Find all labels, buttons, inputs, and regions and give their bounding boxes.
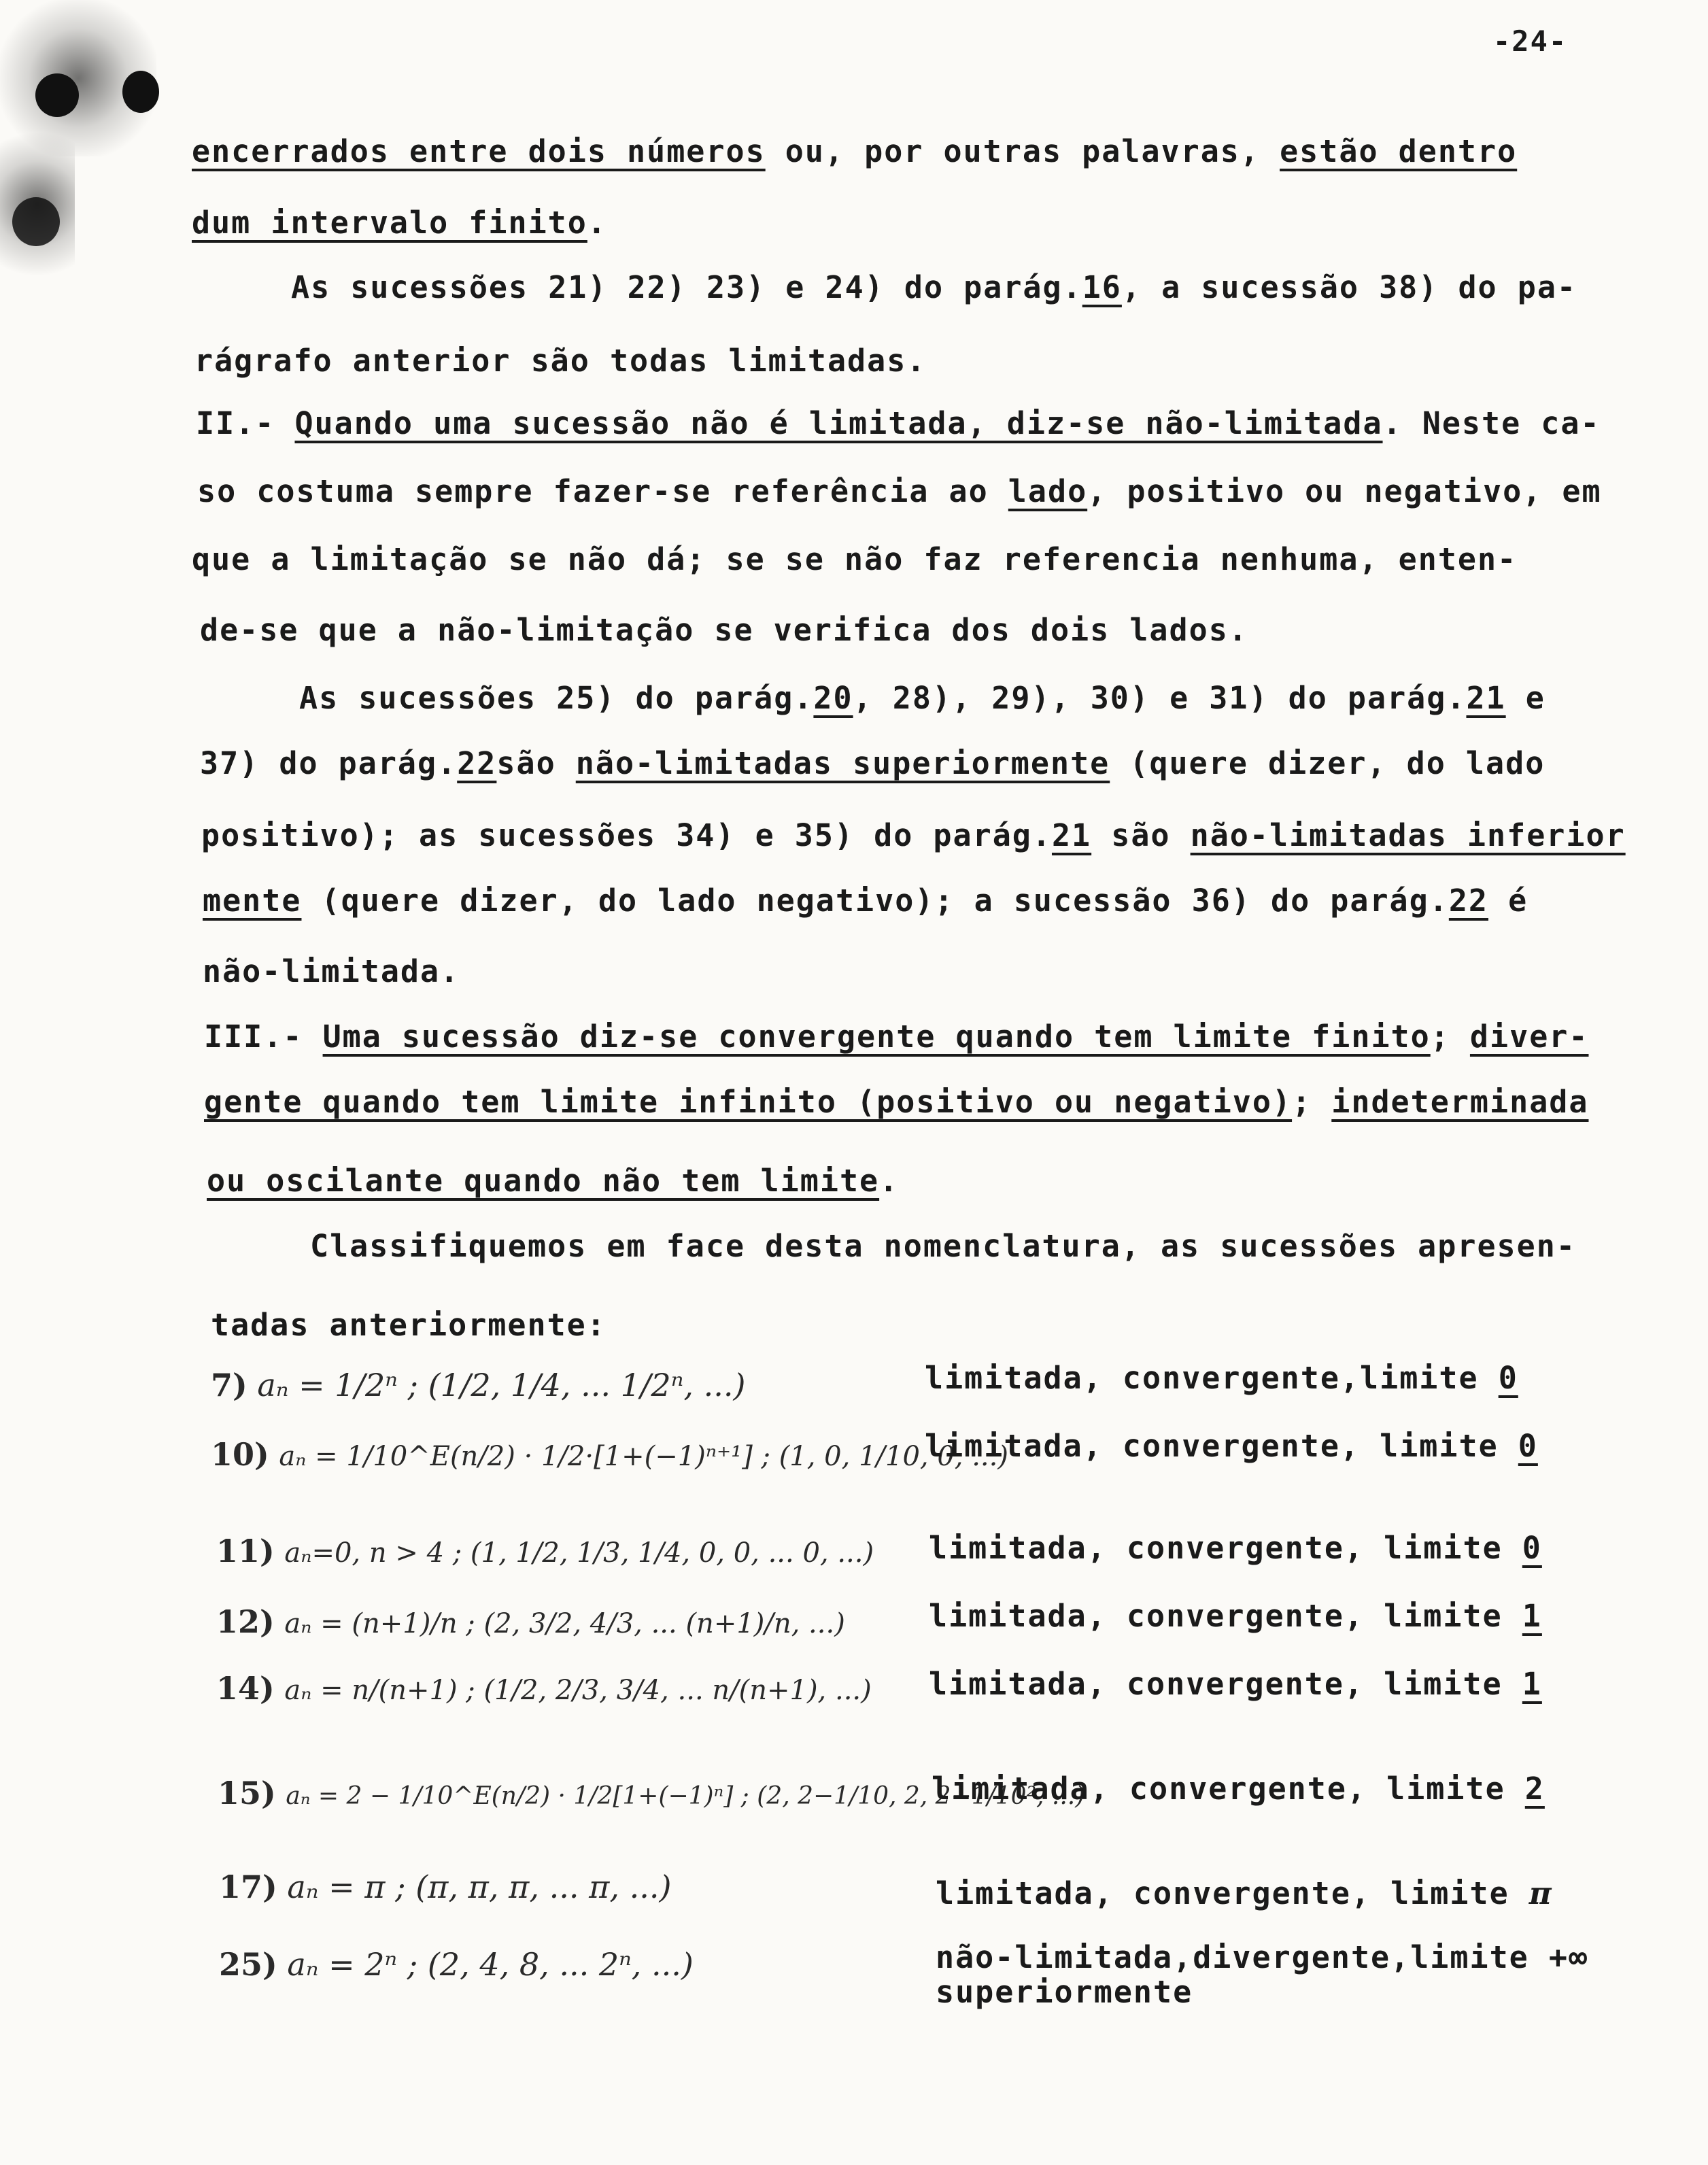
- segment: . Neste ca-: [1382, 405, 1601, 441]
- example-7-classification: [925, 1360, 1518, 1396]
- segment: encerrados entre dois números: [192, 133, 766, 169]
- segment: As sucessões 21) 22) 23) e 24) do parág.: [291, 269, 1082, 305]
- formula: aₙ = 2 − 1/10^E(n/2) · 1/2[1+(−1)ⁿ] ; (2, 2−1/10, 2, 2−1/10², ...): [286, 1782, 1085, 1810]
- text-line-16: [207, 1163, 900, 1199]
- example-number: 10): [211, 1436, 269, 1473]
- segment: que a limitação se não dá; se se não faz referencia nenhuma, enten-: [192, 541, 1518, 577]
- segment: e: [1505, 680, 1545, 716]
- segment: não-limitadas inferior: [1190, 817, 1626, 853]
- text-line-2: [192, 205, 607, 241]
- punch-hole-2: [122, 71, 159, 113]
- formula: aₙ = π ; (π, π, π, ... π, ...): [287, 1869, 672, 1905]
- text-line-17: [310, 1228, 1576, 1264]
- example-11-classification: [929, 1530, 1542, 1566]
- formula: aₙ = 1/10^E(n/2) · 1/2·[1+(−1)ⁿ⁺¹] ; (1, 0, 1/10, 0, ...): [279, 1441, 1008, 1472]
- segment: rágrafo anterior são todas limitadas.: [194, 343, 927, 379]
- text-line-12: [203, 883, 1528, 919]
- text-line-18: [211, 1307, 607, 1343]
- segment: II.-: [196, 405, 295, 441]
- example-10-classification: [925, 1428, 1538, 1464]
- text-line-14: [204, 1019, 1589, 1055]
- limit-value: 1: [1522, 1598, 1542, 1634]
- classification: limitada, convergente, limite: [929, 1666, 1522, 1702]
- segment: As sucessões 25) do parág.: [299, 680, 814, 716]
- segment: , positivo ou negativo, em: [1087, 473, 1602, 509]
- segment: não-limitadas superiormente: [575, 745, 1110, 781]
- limit-value: π: [1528, 1875, 1553, 1911]
- segment: so costuma sempre fazer-se referência ao: [197, 473, 1008, 509]
- text-line-11: [201, 817, 1626, 853]
- segment: Classifiquemos em face desta nomenclatura, as sucessões apresen-: [310, 1228, 1576, 1264]
- formula: aₙ=0, n > 4 ; (1, 1/2, 1/3, 1/4, 0, 0, ... 0, ...): [284, 1537, 874, 1569]
- segment: Quando uma sucessão não é limitada, diz-se não-limitada: [294, 405, 1383, 441]
- segment: 21: [1466, 680, 1506, 716]
- segment: .: [879, 1163, 900, 1199]
- example-12-formula: [216, 1603, 845, 1640]
- limit-value: 0: [1518, 1428, 1538, 1464]
- classification: não-limitada,divergente,limite: [936, 1939, 1549, 1975]
- example-number: 11): [216, 1533, 275, 1569]
- segment: , a sucessão 38) do pa-: [1121, 269, 1577, 305]
- page-number: -24-: [1493, 24, 1568, 58]
- segment: mente: [203, 883, 302, 919]
- example-12-classification: [929, 1598, 1542, 1634]
- text-line-3: [291, 269, 1577, 305]
- segment: , 28), 29), 30) e 31) do parág.: [853, 680, 1467, 716]
- segment: tadas anteriormente:: [211, 1307, 607, 1343]
- text-line-7: [192, 541, 1518, 577]
- limit-value: +∞: [1548, 1939, 1589, 1975]
- segment: ;: [1430, 1019, 1470, 1055]
- formula: aₙ = 1/2ⁿ ; (1/2, 1/4, ... 1/2ⁿ, ...): [257, 1367, 746, 1403]
- formula: aₙ = 2ⁿ ; (2, 4, 8, ... 2ⁿ, ...): [287, 1946, 694, 1983]
- text-line-13: [203, 953, 460, 989]
- segment: 37) do parág.: [200, 745, 458, 781]
- segment: de-se que a não-limitação se verifica dos dois lados.: [200, 612, 1248, 648]
- segment: positivo); as sucessões 34) e 35) do parág.: [201, 817, 1052, 853]
- formula: aₙ = (n+1)/n ; (2, 3/2, 4/3, ... (n+1)/n, ...): [284, 1608, 845, 1639]
- example-10-formula: [211, 1436, 1008, 1473]
- example-number: 15): [218, 1775, 276, 1811]
- segment: dum intervalo finito: [192, 205, 587, 241]
- classification: limitada, convergente, limite: [929, 1598, 1522, 1634]
- formula: aₙ = n/(n+1) ; (1/2, 2/3, 3/4, ... n/(n+1), ...): [284, 1675, 872, 1706]
- segment: não-limitada.: [203, 953, 460, 989]
- classification: limitada, convergente,limite: [925, 1360, 1499, 1396]
- text-line-9: [299, 680, 1545, 716]
- example-15-classification: [932, 1771, 1545, 1807]
- segment: lado: [1008, 473, 1088, 509]
- segment: ou oscilante quando não tem limite: [207, 1163, 880, 1199]
- example-number: 17): [219, 1869, 277, 1905]
- text-line-1: [192, 133, 1518, 169]
- example-7-formula: [211, 1369, 745, 1401]
- segment: ;: [1292, 1084, 1332, 1120]
- example-25-classification: [936, 1939, 1589, 2010]
- text-line-8: [200, 612, 1248, 648]
- example-14-classification: [929, 1666, 1542, 1702]
- segment: é: [1488, 883, 1528, 919]
- text-line-6: [197, 473, 1602, 509]
- text-line-5: [196, 405, 1601, 441]
- segment: ou, por outras palavras,: [765, 133, 1280, 169]
- segment: 22: [457, 745, 497, 781]
- limit-value: 1: [1522, 1666, 1542, 1702]
- example-14-formula: [216, 1670, 872, 1707]
- example-17-classification: [936, 1875, 1553, 1911]
- text-line-4: [194, 343, 927, 379]
- limit-value: 2: [1524, 1771, 1545, 1807]
- example-25-formula: [219, 1946, 694, 1983]
- segment: diver-: [1469, 1019, 1589, 1055]
- segment: indeterminada: [1331, 1084, 1589, 1120]
- segment: 21: [1051, 817, 1092, 853]
- limit-value: 0: [1522, 1530, 1542, 1566]
- classification: limitada, convergente, limite: [925, 1428, 1518, 1464]
- text-line-15: [204, 1084, 1589, 1120]
- example-number: 12): [216, 1603, 275, 1640]
- classification: limitada, convergente, limite: [929, 1530, 1522, 1566]
- text-line-10: [200, 745, 1545, 781]
- segment: Uma sucessão diz-se convergente quando tem limite finito: [322, 1019, 1431, 1055]
- segment: .: [587, 205, 607, 241]
- segment: 20: [813, 680, 853, 716]
- segment: são: [1091, 817, 1191, 853]
- classification-line-2: superiormente: [936, 1974, 1193, 2010]
- segment: gente quando tem limite infinito (positivo ou negativo): [204, 1084, 1293, 1120]
- segment: 22: [1448, 883, 1489, 919]
- segment: (quere dizer, do lado negativo); a sucessão 36) do parág.: [301, 883, 1449, 919]
- classification: limitada, convergente, limite: [932, 1771, 1525, 1807]
- segment: estão dentro: [1280, 133, 1518, 169]
- example-number: 14): [216, 1670, 275, 1707]
- segment: III.-: [204, 1019, 323, 1055]
- limit-value: 0: [1498, 1360, 1518, 1396]
- punch-hole-3: [12, 197, 60, 246]
- classification: limitada, convergente, limite: [936, 1875, 1529, 1911]
- example-number: 7): [211, 1367, 247, 1403]
- segment: são: [496, 745, 576, 781]
- example-number: 25): [219, 1946, 277, 1983]
- segment: 16: [1082, 269, 1122, 305]
- example-17-formula: [219, 1871, 671, 1903]
- segment: (quere dizer, do lado: [1110, 745, 1545, 781]
- punch-hole-1: [35, 73, 79, 117]
- example-11-formula: [216, 1535, 874, 1567]
